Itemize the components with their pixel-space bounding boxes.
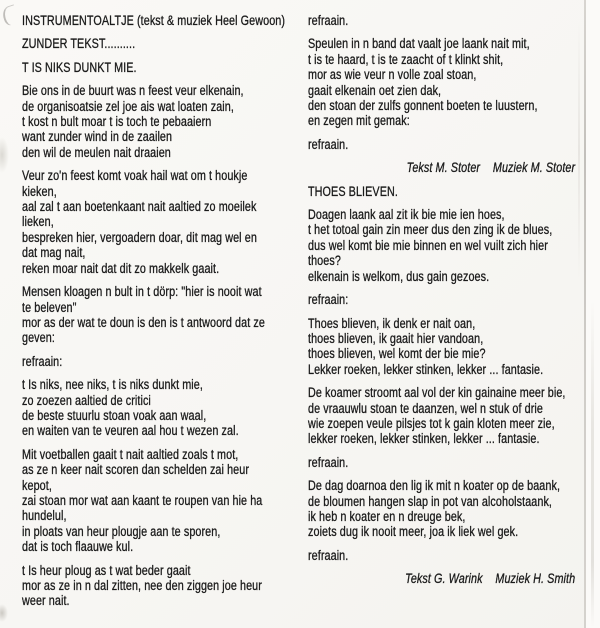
refrain-label: refraain: xyxy=(22,353,63,369)
lyric-line: dat is toch flaauwe kul. xyxy=(22,539,134,555)
lyric-line: gaait elkenain oet zien dak, xyxy=(308,82,442,98)
lyrics-column-left xyxy=(22,13,290,617)
lyric-line: de vraauwlu stoan te daanzen, wel n stuk of drie xyxy=(308,400,543,416)
stanza xyxy=(22,168,290,276)
lyric-line: Speulen in n band dat vaalt joe laank nait mit, xyxy=(308,36,530,52)
lyric-line: Lekker roeken, lekker stinken, lekker ... fantasie. xyxy=(308,361,544,377)
lyric-line: thoes blieven, wel komt der bie mie? xyxy=(308,346,486,362)
lyric-line: den wil de meulen nait draaien xyxy=(22,144,171,160)
lyric-line: te beleven" xyxy=(22,299,77,315)
lyric-line: bespreken hier, vergoadern doar, dit mag wel en xyxy=(22,229,257,245)
stanza xyxy=(22,83,290,160)
lyric-line: ik heb n koater en n dreuge bek, xyxy=(308,508,466,524)
lyric-line: elkenain is welkom, dus gain gezoes. xyxy=(308,268,490,284)
lyric-line: Mensen kloagen n bult in t dörp: "hier is nooit wat xyxy=(22,284,262,300)
lyric-line: de beste stuurlu stoan voak aan waal, xyxy=(22,407,207,423)
lyric-line: lieken, xyxy=(22,214,54,230)
lyric-line: as ze n keer nait scoren dan schelden zai heur xyxy=(22,462,250,478)
refrain-label: refraain: xyxy=(308,292,349,308)
lyric-line: Thoes blieven, ik denk er nait oan, xyxy=(308,315,476,331)
refrain-label: refraain. xyxy=(308,136,349,152)
lyric-line: Mit voetballen gaait t nait aaltied zoals t mot, xyxy=(22,446,239,462)
page-edge-line xyxy=(584,0,586,628)
lyric-line: t kost n bult moar t is toch te pebaaiern xyxy=(22,114,212,130)
lyric-line: zoiets dug ik nooit meer, joa ik liek wel gek. xyxy=(308,524,519,540)
refrain-label: refraain. xyxy=(308,13,349,28)
stanza xyxy=(308,207,575,284)
lyric-line: t het totoal gain zin meer dus den zing ik de blues, xyxy=(308,222,553,238)
stanza xyxy=(22,284,290,346)
stanza xyxy=(308,385,575,447)
lyric-line: de bloumen hangen slap in pot van alcoholstaank, xyxy=(308,493,553,509)
lyric-line: mor as der wat te doun is den is t antwoord dat ze xyxy=(22,314,265,330)
refrain-label: refraain. xyxy=(308,454,349,470)
stanza xyxy=(22,563,290,609)
lyric-line: zai stoan mor wat aan kaant te roupen van hie ha xyxy=(22,492,263,508)
lyric-line: thoes? xyxy=(308,253,341,269)
lyric-line: den stoan der zulfs gonnent boeten te luustern, xyxy=(308,98,538,114)
stanza xyxy=(22,377,290,439)
lyric-line: de organisoatsie zel joe ais wat loaten zain, xyxy=(22,98,234,114)
lyric-line: hundelul, xyxy=(22,508,67,524)
lyric-line: en zegen mit gemak: xyxy=(308,113,410,129)
lyric-line: kepot, xyxy=(22,477,52,493)
paper-crease xyxy=(578,20,580,280)
lyric-line: Doagen laank aal zit ik bie mie ien hoes, xyxy=(308,207,505,223)
scan-artifact-mark xyxy=(0,604,8,622)
lyric-line: thoes blieven, ik gaait hier vandoan, xyxy=(308,330,484,346)
lyric-line: weer nait. xyxy=(22,593,70,609)
lyric-line: want zunder wind in de zaailen xyxy=(22,129,173,145)
lyrics-column-right xyxy=(308,13,575,595)
stanza xyxy=(308,36,575,128)
lyric-line: t Is heur ploug as t wat beder gaait xyxy=(22,562,191,578)
credits-line xyxy=(308,571,575,586)
lyric-line: mor as ze in n dal zitten, nee den ziggen joe heur xyxy=(22,578,262,593)
stanza xyxy=(308,478,575,540)
lyric-line: wie zoepen veule pilsjes tot k gain kloten meer zie, xyxy=(308,415,555,431)
lyric-line: aal zal t aan boetenkaant nait aaltied zo moeilek xyxy=(22,199,257,215)
song-title: THOES BLIEVEN. xyxy=(308,183,398,199)
lyric-line: mor as wie veur n volle zoal stoan, xyxy=(308,67,477,83)
refrain-label: refraain. xyxy=(308,547,349,563)
header-line: INSTRUMENTOALTJE (tekst & muziek Heel Gewoon) xyxy=(22,13,286,28)
stanza xyxy=(308,316,575,378)
lyric-line: Bie ons in de buurt was n feest veur elkenain, xyxy=(22,83,244,99)
header-line: ZUNDER TEKST.......... xyxy=(22,36,136,52)
credit-muziek: Muziek H. Smith xyxy=(495,571,576,587)
song-title: T IS NIKS DUNKT MIE. xyxy=(22,59,137,75)
lyric-line: Veur zo'n feest komt voak hail wat om t houkje xyxy=(22,168,248,184)
lyric-line: zo zoezen aaltied de critici xyxy=(22,392,151,408)
lyric-line: t Is niks, nee niks, t is niks dunkt mie, xyxy=(22,377,203,393)
lyric-line: t is te haard, t is te zaacht of t klinkt shit, xyxy=(308,51,504,67)
lyric-line: in ploats van heur plougje aan te sporen, xyxy=(22,523,221,539)
lyric-line: dus wel komt bie mie binnen en wel vuilt zich hier xyxy=(308,237,548,253)
paper-crease xyxy=(591,300,594,628)
credit-tekst: Tekst G. Warink xyxy=(405,571,483,587)
lyric-line: lekker roeken, lekker stinken, lekker ... fantasie. xyxy=(308,431,540,447)
lyric-line: geven: xyxy=(22,330,55,346)
credit-tekst: Tekst M. Stoter xyxy=(406,160,481,176)
stanza xyxy=(22,447,290,555)
lyric-line: reken moar nait dat dit zo makkelk gaait. xyxy=(22,260,220,276)
lyric-line: De koamer stroomt aal vol der kin gainaine meer bie, xyxy=(308,385,566,401)
scan-artifact-mark xyxy=(0,4,19,26)
credit-muziek: Muziek M. Stoter xyxy=(492,160,576,176)
lyric-line: kieken, xyxy=(22,183,57,199)
lyric-line: dat mag nait, xyxy=(22,245,86,261)
lyric-line: De dag doarnoa den lig ik mit n koater op de baank, xyxy=(308,478,561,494)
lyric-line: en waiten van te veuren aal hou t wezen zal. xyxy=(22,423,239,439)
credits-line xyxy=(308,160,575,175)
scan-artifact-smudge xyxy=(0,137,9,173)
